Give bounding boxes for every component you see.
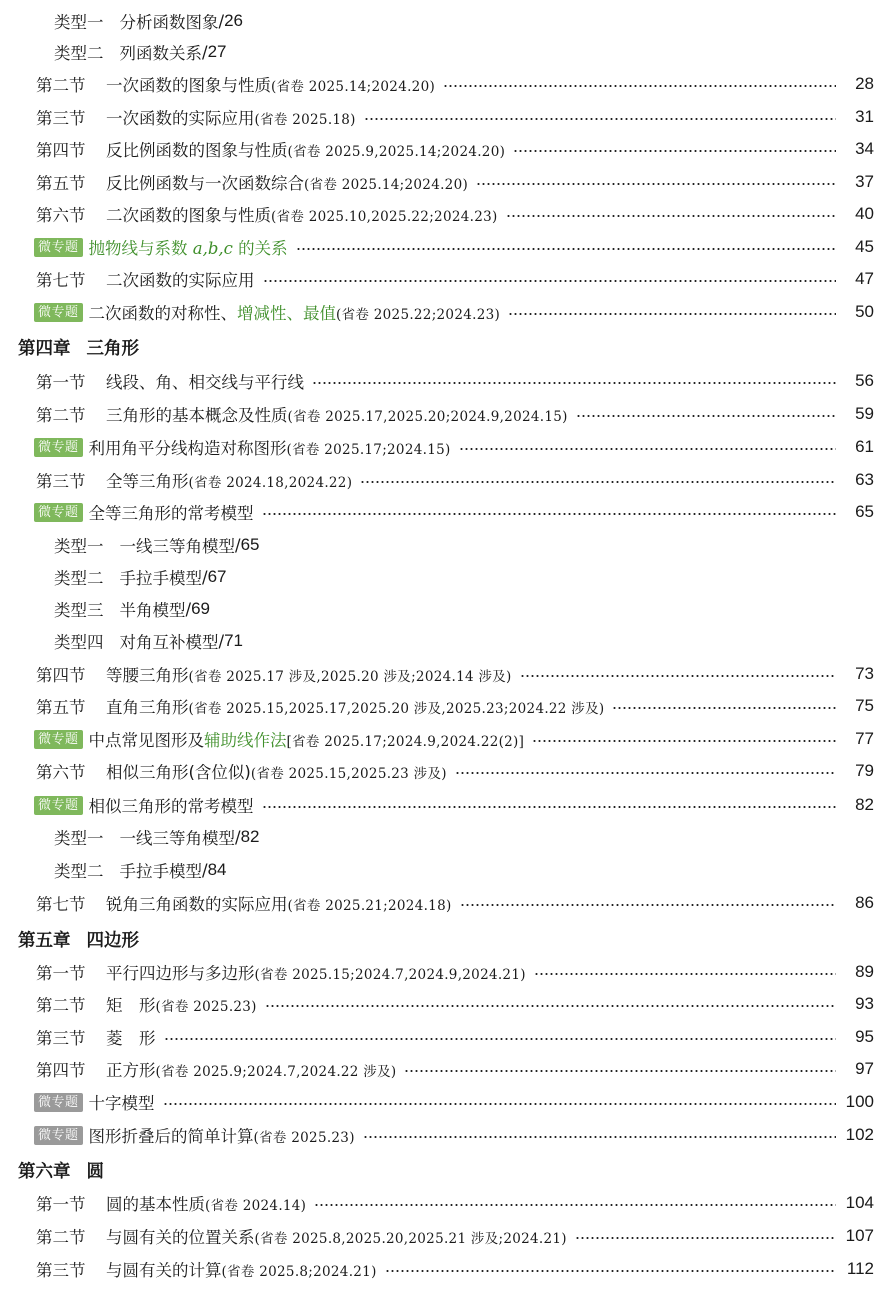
- exam-source: (省卷 2025.15,2025.17,2025.20 涉及,2025.23;2024.22 涉及): [188, 701, 605, 717]
- page-number: 75: [855, 696, 874, 715]
- page-number: 50: [855, 302, 874, 321]
- dot-leader: [360, 481, 836, 483]
- section-entry[interactable]: [36, 691, 874, 721]
- type-entry[interactable]: [54, 562, 226, 592]
- page-number: 79: [855, 761, 874, 780]
- special-topic-entry[interactable]: [34, 1120, 874, 1150]
- dot-leader: [532, 740, 836, 742]
- section-title: [106, 960, 526, 984]
- section-title-text: 与圆有关的计算: [106, 1261, 222, 1280]
- exam-source: (省卷 2025.17;2024.15): [286, 442, 451, 458]
- page-number: 104: [845, 1193, 874, 1212]
- page-number: 95: [855, 1027, 874, 1046]
- dot-leader: [164, 1038, 837, 1040]
- section-entry[interactable]: [36, 1254, 874, 1284]
- special-topic-badge: 微专题: [34, 730, 83, 749]
- page-number: 65: [855, 502, 874, 521]
- special-topic-entry[interactable]: [34, 1087, 874, 1117]
- type-entry[interactable]: [54, 855, 226, 885]
- type-label: 类型三: [54, 601, 104, 620]
- type-separator: /: [202, 42, 208, 62]
- page-number: 82: [240, 827, 260, 846]
- section-entry[interactable]: [36, 264, 874, 294]
- special-topic-title-text: 抛物线与系数: [88, 239, 188, 258]
- exam-source: (省卷 2024.18,2024.22): [188, 475, 353, 491]
- section-number: 第二节: [36, 996, 86, 1015]
- special-topic-title-text: 全等三角形的常考模型: [88, 504, 254, 523]
- dot-leader: [364, 118, 836, 120]
- special-topic-title-suffix: 的关系: [238, 239, 288, 258]
- special-topic-title: [89, 435, 451, 459]
- section-title-text: 锐角三角函数的实际应用: [106, 895, 288, 914]
- section-entry[interactable]: [36, 199, 874, 229]
- type-separator: /: [235, 535, 241, 555]
- section-title-text: 与圆有关的位置关系: [106, 1228, 255, 1247]
- dot-leader: [576, 415, 836, 417]
- dot-leader: [534, 973, 836, 975]
- special-topic-title-text: 十字模型: [88, 1094, 155, 1113]
- dot-leader: [385, 1270, 836, 1272]
- type-title: 一线三等角模型: [119, 537, 235, 556]
- section-title-text: 平行四边形与多边形: [106, 964, 255, 983]
- type-label: 类型二: [54, 569, 104, 588]
- section-entry[interactable]: [36, 134, 874, 164]
- special-topic-title-highlight: 辅助线作法: [204, 731, 287, 750]
- dot-leader: [612, 707, 836, 709]
- special-topic-title-text: 二次函数的对称性、: [88, 304, 238, 323]
- dot-leader: [312, 382, 836, 384]
- dot-leader: [404, 1070, 836, 1072]
- exam-source: [省卷 2025.17;2024.9,2024.22(2)]: [286, 734, 525, 750]
- chapter-number: 第六章: [18, 1161, 71, 1182]
- section-number: 第七节: [36, 271, 86, 290]
- section-number: 第三节: [36, 1029, 86, 1048]
- section-number: 第三节: [36, 1261, 86, 1280]
- chapter-title: 三角形: [86, 338, 139, 359]
- section-number: 第二节: [36, 406, 86, 425]
- section-title-text: 二次函数的实际应用: [106, 271, 255, 290]
- type-label: 类型一: [54, 829, 104, 848]
- page-number: 71: [224, 631, 243, 650]
- special-topic-title-text: 相似三角形的常考模型: [88, 797, 254, 816]
- type-separator: /: [202, 860, 208, 880]
- dot-leader: [455, 772, 836, 774]
- section-number: 第四节: [36, 141, 86, 160]
- exam-source: (省卷 2025.10,2025.22;2024.23): [271, 209, 498, 225]
- special-topic-title-text: 图形折叠后的简单计算: [88, 1127, 254, 1146]
- page-number: 63: [855, 470, 874, 489]
- special-topic-title: [89, 1123, 355, 1147]
- section-title: [106, 1191, 306, 1215]
- type-entry[interactable]: [54, 37, 226, 67]
- special-topic-badge: 微专题: [34, 238, 83, 257]
- page-number: 73: [855, 664, 874, 683]
- type-title: 一线三等角模型: [119, 829, 235, 848]
- type-entry[interactable]: [54, 822, 259, 852]
- section-number: 第二节: [36, 76, 86, 95]
- special-topic-variables: a,b,c: [192, 239, 233, 258]
- exam-source: (省卷 2025.22;2024.23): [336, 307, 501, 323]
- section-title-text: 相似三角形(含位似): [106, 763, 251, 782]
- special-topic-entry[interactable]: [34, 232, 874, 262]
- type-title: 分析函数图象: [119, 13, 219, 32]
- page-number: 47: [855, 269, 874, 288]
- section-title-text: 矩 形: [106, 996, 156, 1015]
- page-number: 77: [855, 729, 874, 748]
- section-number: 第五节: [36, 698, 86, 717]
- page-number: 45: [855, 237, 874, 256]
- section-entry[interactable]: [36, 957, 874, 987]
- chapter-heading: [18, 1155, 104, 1185]
- section-entry[interactable]: [36, 366, 874, 396]
- section-entry[interactable]: [36, 399, 874, 429]
- type-label: 类型一: [54, 13, 104, 32]
- type-label: 类型四: [54, 633, 104, 652]
- section-title-text: 直角三角形: [106, 698, 189, 717]
- section-title: [106, 468, 352, 492]
- section-title: [106, 662, 512, 686]
- exam-source: (省卷 2025.14;2024.20): [271, 79, 436, 95]
- page-number: 59: [855, 404, 874, 423]
- page-number: 97: [855, 1059, 874, 1078]
- exam-source: (省卷 2025.18): [254, 112, 356, 128]
- type-separator: /: [202, 567, 208, 587]
- exam-source: (省卷 2025.9;2024.7,2024.22 涉及): [155, 1064, 397, 1080]
- special-topic-badge: 微专题: [34, 503, 83, 522]
- section-title-text: 反比例函数与一次函数综合: [106, 174, 304, 193]
- exam-source: (省卷 2025.17,2025.20;2024.9,2024.15): [287, 409, 568, 425]
- section-number: 第一节: [36, 1195, 86, 1214]
- exam-source: (省卷 2025.15;2024.7,2024.9,2024.21): [254, 967, 526, 983]
- section-entry[interactable]: [36, 167, 874, 197]
- dot-leader: [575, 1237, 836, 1239]
- chapter-number: 第四章: [18, 338, 71, 359]
- special-topic-title: [89, 727, 525, 751]
- section-title: [106, 1057, 396, 1081]
- chapter-heading: [18, 924, 139, 954]
- special-topic-title-highlight: 增减性、最值: [237, 304, 337, 323]
- page-number: 56: [855, 371, 874, 390]
- page-number: 84: [207, 860, 227, 879]
- dot-leader: [363, 1136, 836, 1138]
- exam-source: (省卷 2025.9,2025.14;2024.20): [287, 144, 506, 160]
- section-number: 第五节: [36, 174, 86, 193]
- special-topic-entry[interactable]: [34, 724, 874, 754]
- section-title: [106, 72, 435, 96]
- page-number: 82: [855, 795, 874, 814]
- chapter-heading: [18, 332, 139, 362]
- dot-leader: [163, 1103, 836, 1105]
- page-number: 86: [855, 893, 874, 912]
- type-label: 类型二: [54, 44, 104, 63]
- special-topic-entry[interactable]: [34, 790, 874, 820]
- type-label: 类型二: [54, 862, 104, 881]
- special-topic-entry[interactable]: [34, 497, 874, 527]
- type-entry[interactable]: [54, 6, 243, 36]
- special-topic-badge: 微专题: [34, 1126, 83, 1145]
- dot-leader: [520, 675, 836, 677]
- special-topic-entry[interactable]: [34, 297, 874, 327]
- section-number: 第一节: [36, 373, 86, 392]
- special-topic-badge: 微专题: [34, 1093, 83, 1112]
- section-title: [106, 759, 447, 783]
- type-separator: /: [218, 11, 225, 31]
- type-entry[interactable]: [54, 594, 210, 624]
- section-entry[interactable]: [36, 659, 874, 689]
- dot-leader: [263, 280, 837, 282]
- page-number: 28: [855, 74, 874, 93]
- exam-source: (省卷 2024.14): [205, 1198, 307, 1214]
- type-separator: /: [185, 599, 192, 619]
- section-entry[interactable]: [36, 102, 874, 132]
- type-title: 手拉手模型: [119, 569, 202, 588]
- section-number: 第四节: [36, 1061, 86, 1080]
- exam-source: (省卷 2025.15,2025.23 涉及): [250, 766, 447, 782]
- section-title-text: 三角形的基本概念及性质: [106, 406, 288, 425]
- type-title: 对角互补模型: [119, 633, 219, 652]
- page-number: 89: [855, 962, 874, 981]
- section-number: 第二节: [36, 1228, 86, 1247]
- section-title: [106, 267, 255, 291]
- chapter-number: 第五章: [18, 930, 71, 951]
- special-topic-badge: 微专题: [34, 438, 83, 457]
- type-title: 手拉手模型: [119, 862, 202, 881]
- page-number: 40: [855, 204, 874, 223]
- section-entry[interactable]: [36, 1221, 874, 1251]
- page-number: 67: [207, 567, 227, 586]
- special-topic-badge: 微专题: [34, 303, 83, 322]
- page-number: 100: [845, 1092, 874, 1111]
- type-entry[interactable]: [54, 626, 243, 656]
- section-title: [106, 170, 468, 194]
- exam-source: (省卷 2025.8,2025.20,2025.21 涉及;2024.21): [254, 1231, 567, 1247]
- section-number: 第六节: [36, 763, 86, 782]
- dot-leader: [508, 313, 836, 315]
- type-separator: /: [235, 827, 241, 847]
- dot-leader: [513, 150, 836, 152]
- section-title: [106, 369, 304, 393]
- dot-leader: [460, 904, 836, 906]
- dot-leader: [262, 513, 836, 515]
- section-title: [106, 1224, 567, 1248]
- dot-leader: [262, 806, 836, 808]
- special-topic-title: [89, 793, 254, 817]
- section-number: 第六节: [36, 206, 86, 225]
- section-number: 第三节: [36, 472, 86, 491]
- section-title-text: 反比例函数的图象与性质: [106, 141, 288, 160]
- section-entry[interactable]: [36, 1188, 874, 1218]
- page-number: 102: [845, 1125, 874, 1144]
- page-number: 112: [846, 1259, 874, 1278]
- section-entry[interactable]: [36, 1022, 874, 1052]
- special-topic-title: [89, 235, 288, 259]
- section-title-text: 圆的基本性质: [106, 1195, 205, 1214]
- section-entry[interactable]: [36, 888, 874, 918]
- special-topic-title: [89, 300, 501, 324]
- section-entry[interactable]: [36, 1054, 874, 1084]
- exam-source: (省卷 2025.14;2024.20): [304, 177, 469, 193]
- section-title: [106, 992, 257, 1016]
- section-title: [106, 1025, 156, 1049]
- dot-leader: [314, 1204, 836, 1206]
- page-number: 37: [855, 172, 874, 191]
- special-topic-title-text: 中点常见图形及: [88, 731, 205, 750]
- page-number: 69: [191, 599, 210, 618]
- section-title: [106, 1257, 377, 1281]
- section-title-text: 二次函数的图象与性质: [106, 206, 271, 225]
- chapter-title: 四边形: [86, 930, 139, 951]
- page-number: 61: [855, 437, 874, 456]
- dot-leader: [265, 1005, 836, 1007]
- special-topic-badge: 微专题: [34, 796, 83, 815]
- page-number: 34: [855, 139, 874, 158]
- dot-leader: [443, 85, 836, 87]
- section-entry[interactable]: [36, 989, 874, 1019]
- section-entry[interactable]: [36, 756, 874, 786]
- exam-source: (省卷 2025.8;2024.21): [221, 1264, 377, 1280]
- section-title: [106, 891, 452, 915]
- page-number: 93: [855, 994, 874, 1013]
- section-title: [106, 202, 498, 226]
- type-entry[interactable]: [54, 530, 259, 560]
- special-topic-title-text: 利用角平分线构造对称图形: [88, 439, 287, 458]
- section-title-text: 一次函数的实际应用: [106, 109, 255, 128]
- type-label: 类型一: [54, 537, 104, 556]
- section-entry[interactable]: [36, 69, 874, 99]
- section-title: [106, 694, 604, 718]
- section-number: 第四节: [36, 666, 86, 685]
- page-number: 27: [207, 42, 227, 61]
- dot-leader: [296, 248, 836, 250]
- page-number: 26: [224, 11, 243, 30]
- section-number: 第一节: [36, 964, 86, 983]
- section-title-text: 等腰三角形: [106, 666, 189, 685]
- dot-leader: [506, 215, 836, 217]
- dot-leader: [459, 448, 836, 450]
- special-topic-title: [89, 1090, 155, 1114]
- page-number: 65: [240, 535, 260, 554]
- exam-source: (省卷 2025.23): [253, 1130, 355, 1146]
- exam-source: (省卷 2025.23): [155, 999, 257, 1015]
- page-number: 107: [845, 1226, 874, 1245]
- section-title-text: 正方形: [106, 1061, 156, 1080]
- section-title-text: 全等三角形: [106, 472, 189, 491]
- dot-leader: [476, 183, 836, 185]
- section-title-text: 线段、角、相交线与平行线: [106, 373, 304, 392]
- special-topic-title: [89, 500, 254, 524]
- section-title-text: 一次函数的图象与性质: [106, 76, 271, 95]
- section-number: 第七节: [36, 895, 86, 914]
- section-title: [106, 137, 505, 161]
- section-entry[interactable]: [36, 465, 874, 495]
- section-title: [106, 402, 568, 426]
- exam-source: (省卷 2025.21;2024.18): [287, 898, 452, 914]
- exam-source: (省卷 2025.17 涉及,2025.20 涉及;2024.14 涉及): [188, 669, 512, 685]
- chapter-title: 圆: [86, 1161, 104, 1182]
- section-title-text: 菱 形: [106, 1029, 156, 1048]
- type-title: 列函数关系: [119, 44, 202, 63]
- type-title: 半角模型: [119, 601, 186, 620]
- page-number: 31: [855, 107, 874, 126]
- special-topic-entry[interactable]: [34, 432, 874, 462]
- section-title: [106, 105, 356, 129]
- type-separator: /: [218, 631, 225, 651]
- section-number: 第三节: [36, 109, 86, 128]
